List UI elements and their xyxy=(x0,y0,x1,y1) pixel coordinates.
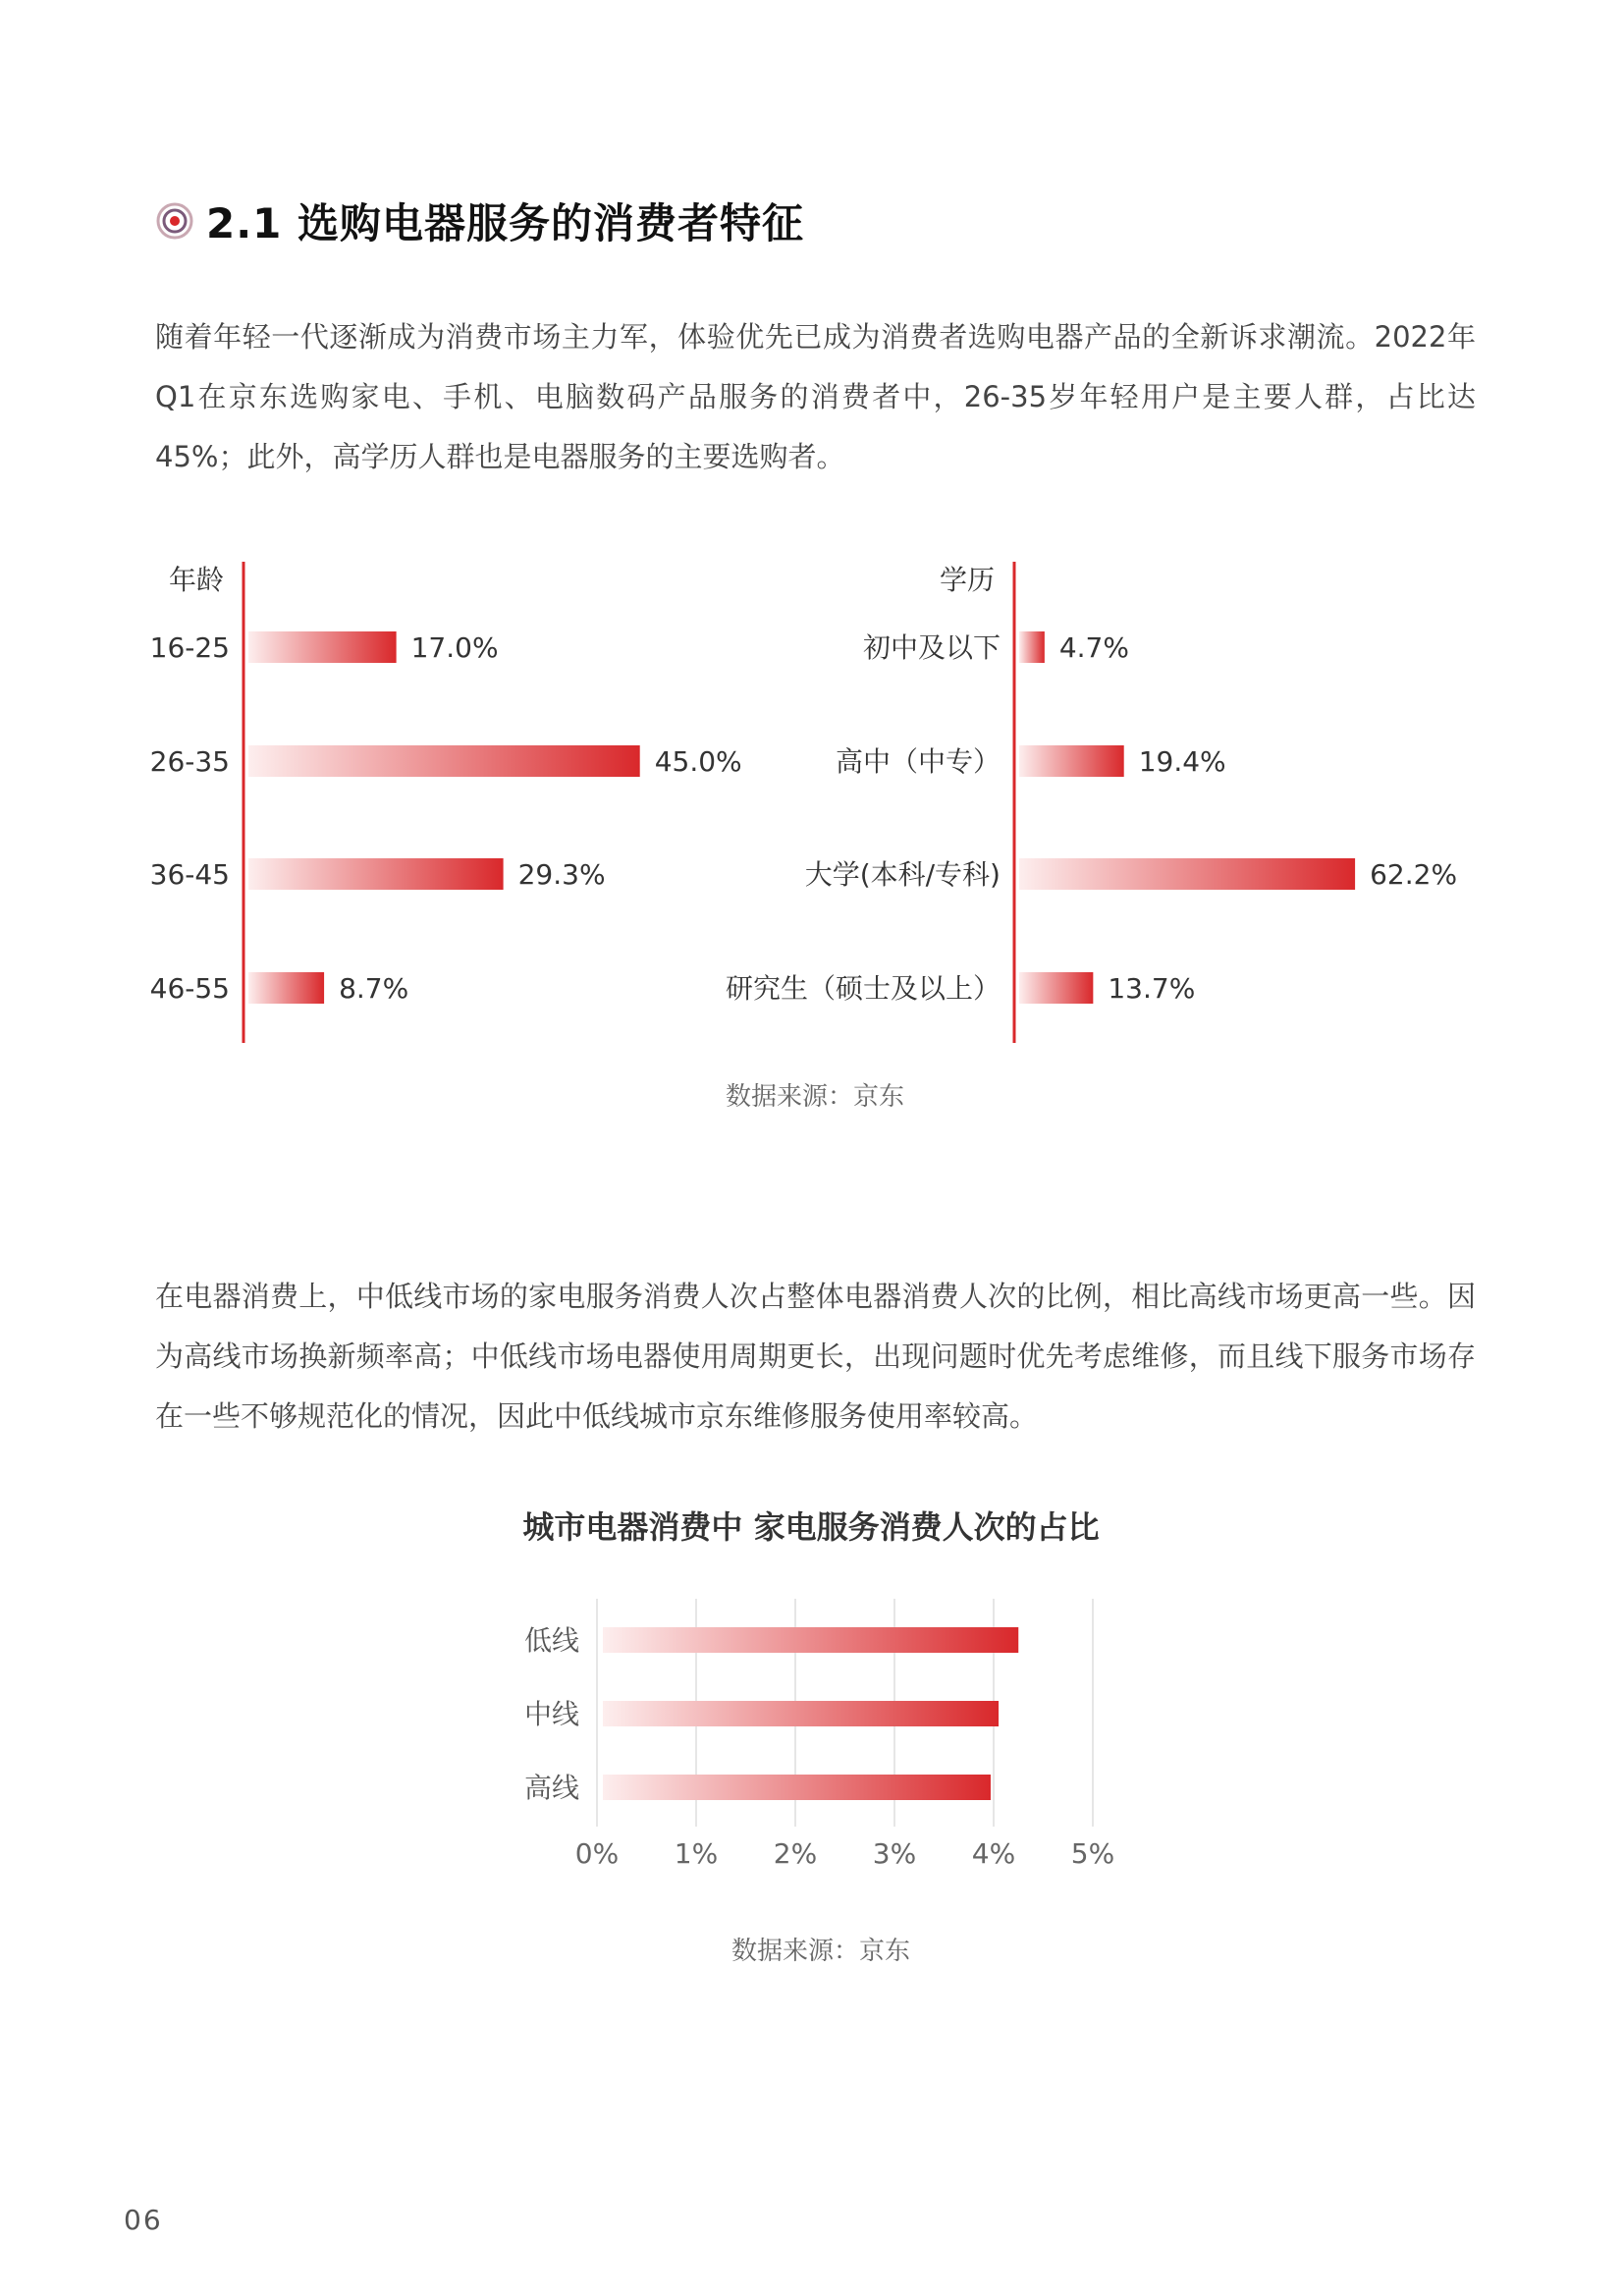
market-paragraph: 在电器消费上，中低线市场的家电服务消费人次占整体电器消费人次的比例，相比高线市场更高一些。因为高线市场换新频率高；中低线市场电器使用周期更长，出现问题时优先考虑维修，而且线下服务市场存在一些不够规范化的情况，因此中低线城市京东维修服务使用率较高。 xyxy=(155,1280,1476,1433)
data-source-note: 数据来源：京东 xyxy=(725,1082,904,1112)
bar xyxy=(1019,972,1093,1004)
x-tick-label: 1% xyxy=(674,1837,719,1870)
category-label: 大学(本科/专科) xyxy=(804,858,1001,891)
category-label: 中线 xyxy=(523,1698,579,1730)
bar xyxy=(603,1775,991,1800)
category-label: 26-35 xyxy=(149,745,230,778)
data-source-note: 数据来源：京东 xyxy=(730,1937,910,1966)
category-label: 36-45 xyxy=(149,858,230,891)
section-title: 2.1 选购电器服务的消费者特征 xyxy=(206,199,805,247)
category-label: 高线 xyxy=(523,1772,579,1804)
bar xyxy=(248,745,640,777)
x-tick-label: 2% xyxy=(773,1837,818,1870)
value-label: 17.0% xyxy=(410,631,499,664)
category-label: 46-55 xyxy=(149,972,230,1005)
value-label: 8.7% xyxy=(339,972,409,1005)
bar xyxy=(248,631,397,663)
value-label: 45.0% xyxy=(654,745,742,778)
value-label: 4.7% xyxy=(1058,631,1129,664)
bar xyxy=(603,1627,1018,1653)
bar xyxy=(1019,631,1045,663)
bar xyxy=(248,858,504,890)
value-label: 62.2% xyxy=(1370,858,1458,891)
x-tick-label: 3% xyxy=(872,1837,917,1870)
bar xyxy=(603,1701,999,1726)
value-label: 19.4% xyxy=(1138,745,1226,778)
value-label: 29.3% xyxy=(517,858,606,891)
bar xyxy=(1019,858,1355,890)
intro-paragraph: 随着年轻一代逐渐成为消费市场主力军，体验优先已成为消费者选购电器产品的全新诉求潮流。2022年Q1在京东选购家电、手机、电脑数码产品服务的消费者中，26-35岁年轻用户是主要人群，占比达45%；此外，高学历人群也是电器服务的主要选购者。 xyxy=(155,320,1476,473)
bar xyxy=(1019,745,1124,777)
axis-title: 学历 xyxy=(939,564,995,596)
x-tick-label: 4% xyxy=(971,1837,1016,1870)
value-label: 13.7% xyxy=(1108,972,1196,1005)
x-tick-label: 5% xyxy=(1070,1837,1115,1870)
chart-title: 城市电器消费中 家电服务消费人次的占比 xyxy=(522,1508,1100,1546)
bar xyxy=(248,972,324,1004)
category-label: 初中及以下 xyxy=(862,631,1001,664)
category-label: 研究生（硕士及以上） xyxy=(725,972,1001,1005)
page-number: 06 xyxy=(124,2204,163,2236)
x-tick-label: 0% xyxy=(574,1837,620,1870)
category-label: 16-25 xyxy=(149,631,230,664)
category-label: 低线 xyxy=(523,1624,579,1657)
category-label: 高中（中专） xyxy=(835,745,1001,778)
axis-title: 年龄 xyxy=(168,564,224,596)
